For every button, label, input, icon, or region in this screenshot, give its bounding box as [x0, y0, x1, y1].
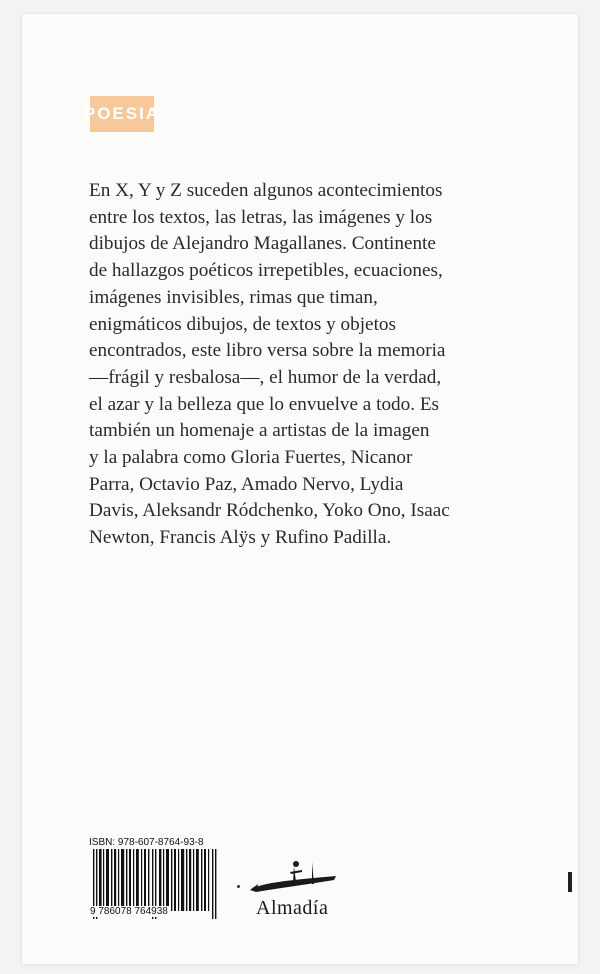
boat-logo-icon — [250, 858, 338, 900]
blurb-line: Davis, Aleksandr Ródchenko, Yoko Ono, Isaac — [89, 500, 450, 522]
barcode-digits — [89, 906, 229, 917]
barcode-digits-text: 9 786078 764938 — [90, 906, 168, 917]
collection-label — [83, 96, 161, 132]
separator-dot — [237, 885, 240, 888]
blurb-line: dibujos de Alejandro Magallanes. Continente — [89, 233, 436, 255]
blurb-line: Newton, Francis Alÿs y Rufino Padilla. — [89, 527, 392, 549]
blurb-line: —frágil y resbalosa—, el humor de la verdad, — [89, 366, 442, 388]
edge-mark — [568, 872, 572, 892]
isbn-label: ISBN: 978-607-8764-93-8 — [89, 837, 204, 848]
blurb-line: y la palabra como Gloria Fuertes, Nicanor — [89, 447, 413, 469]
blurb-line: Parra, Octavio Paz, Amado Nervo, Lydia — [89, 473, 404, 495]
collection-label-text: POESIA — [83, 104, 161, 123]
blurb-text — [89, 178, 541, 552]
blurb-line: entre los textos, las letras, las imágenes y los — [89, 206, 433, 228]
blurb-line: En X, Y y Z suceden algunos acontecimientos — [89, 180, 443, 201]
blurb-line: el azar y la belleza que lo envuelve a todo. Es — [89, 393, 440, 415]
blurb-line: de hallazgos poéticos irrepetibles, ecuaciones, — [89, 260, 443, 282]
blurb-line: enigmáticos dibujos, de textos y objetos — [89, 313, 396, 335]
publisher-name: Almadía — [256, 897, 329, 919]
blurb-line: también un homenaje a artistas de la imagen — [89, 420, 430, 442]
blurb-line: encontrados, este libro versa sobre la memoria — [89, 340, 446, 362]
blurb-line: imágenes invisibles, rimas que timan, — [89, 286, 378, 308]
